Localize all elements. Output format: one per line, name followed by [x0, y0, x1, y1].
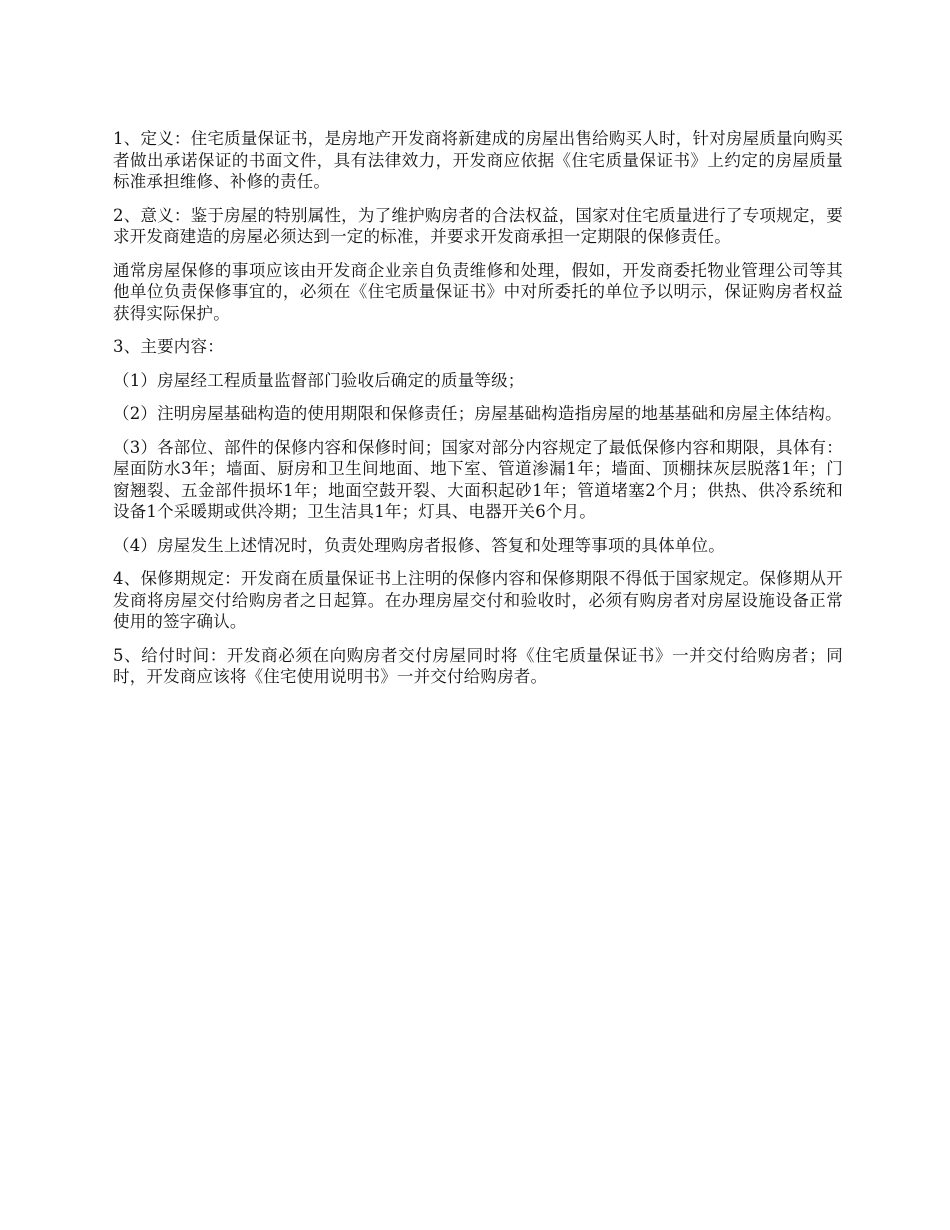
paragraph-item-2: （2）注明房屋基础构造的使用期限和保修责任；房屋基础构造指房屋的地基基础和房屋主体结构。: [113, 404, 842, 423]
paragraph-warranty-period: 4、保修期规定：开发商在质量保证书上注明的保修内容和保修期限不得低于国家规定。保修期从开发商将房屋交付给购房者之日起算。在办理房屋交付和验收时，必须有购房者对房屋设施设备正常使用的签字确认。: [113, 569, 843, 631]
paragraph-item-3: （3）各部位、部件的保修内容和保修时间；国家对部分内容规定了最低保修内容和期限，具体有：屋面防水3年；墙面、厨房和卫生间地面、地下室、管道渗漏1年；墙面、顶棚抹灰层脱落1年；门窗翘裂、五金部件损坏1年；地面空鼓开裂、大面积起砂1年；管道堵塞2个月；供热、供冷系统和设备1个采暖期或供冷期；卫生洁具1年；灯具、电器开关6个月。: [113, 437, 843, 521]
paragraph-item-4: （4）房屋发生上述情况时，负责处理购房者报修、答复和处理等事项的具体单位。: [113, 535, 725, 555]
paragraph-maintenance-responsibility: 通常房屋保修的事项应该由开发商企业亲自负责维修和处理，假如，开发商委托物业管理公司等其他单位负责保修事宜的，必须在《住宅质量保证书》中对所委托的单位予以明示，保证购房者权益获得实际保护。: [113, 260, 843, 323]
paragraph-definition: 1、定义：住宅质量保证书，是房地产开发商将新建成的房屋出售给购买人时，针对房屋质量向购买者做出承诺保证的书面文件，具有法律效力，开发商应依据《住宅质量保证书》上约定的房屋质量标准承担维修、补修的责任。: [113, 129, 843, 191]
paragraph-item-1: （1）房屋经工程质量监督部门验收后确定的质量等级；: [113, 370, 525, 390]
paragraph-main-content-heading: 3、主要内容：: [113, 337, 224, 356]
document-body: [113, 128, 843, 700]
paragraph-delivery-time: 5、给付时间：开发商必须在向购房者交付房屋同时将《住宅质量保证书》一并交付给购房者；同时，开发商应该将《住宅使用说明书》一并交付给购房者。: [113, 645, 843, 686]
paragraph-significance: 2、意义：鉴于房屋的特别属性，为了维护购房者的合法权益，国家对住宅质量进行了专项规定，要求开发商建造的房屋必须达到一定的标准，并要求开发商承担一定期限的保修责任。: [113, 205, 843, 246]
